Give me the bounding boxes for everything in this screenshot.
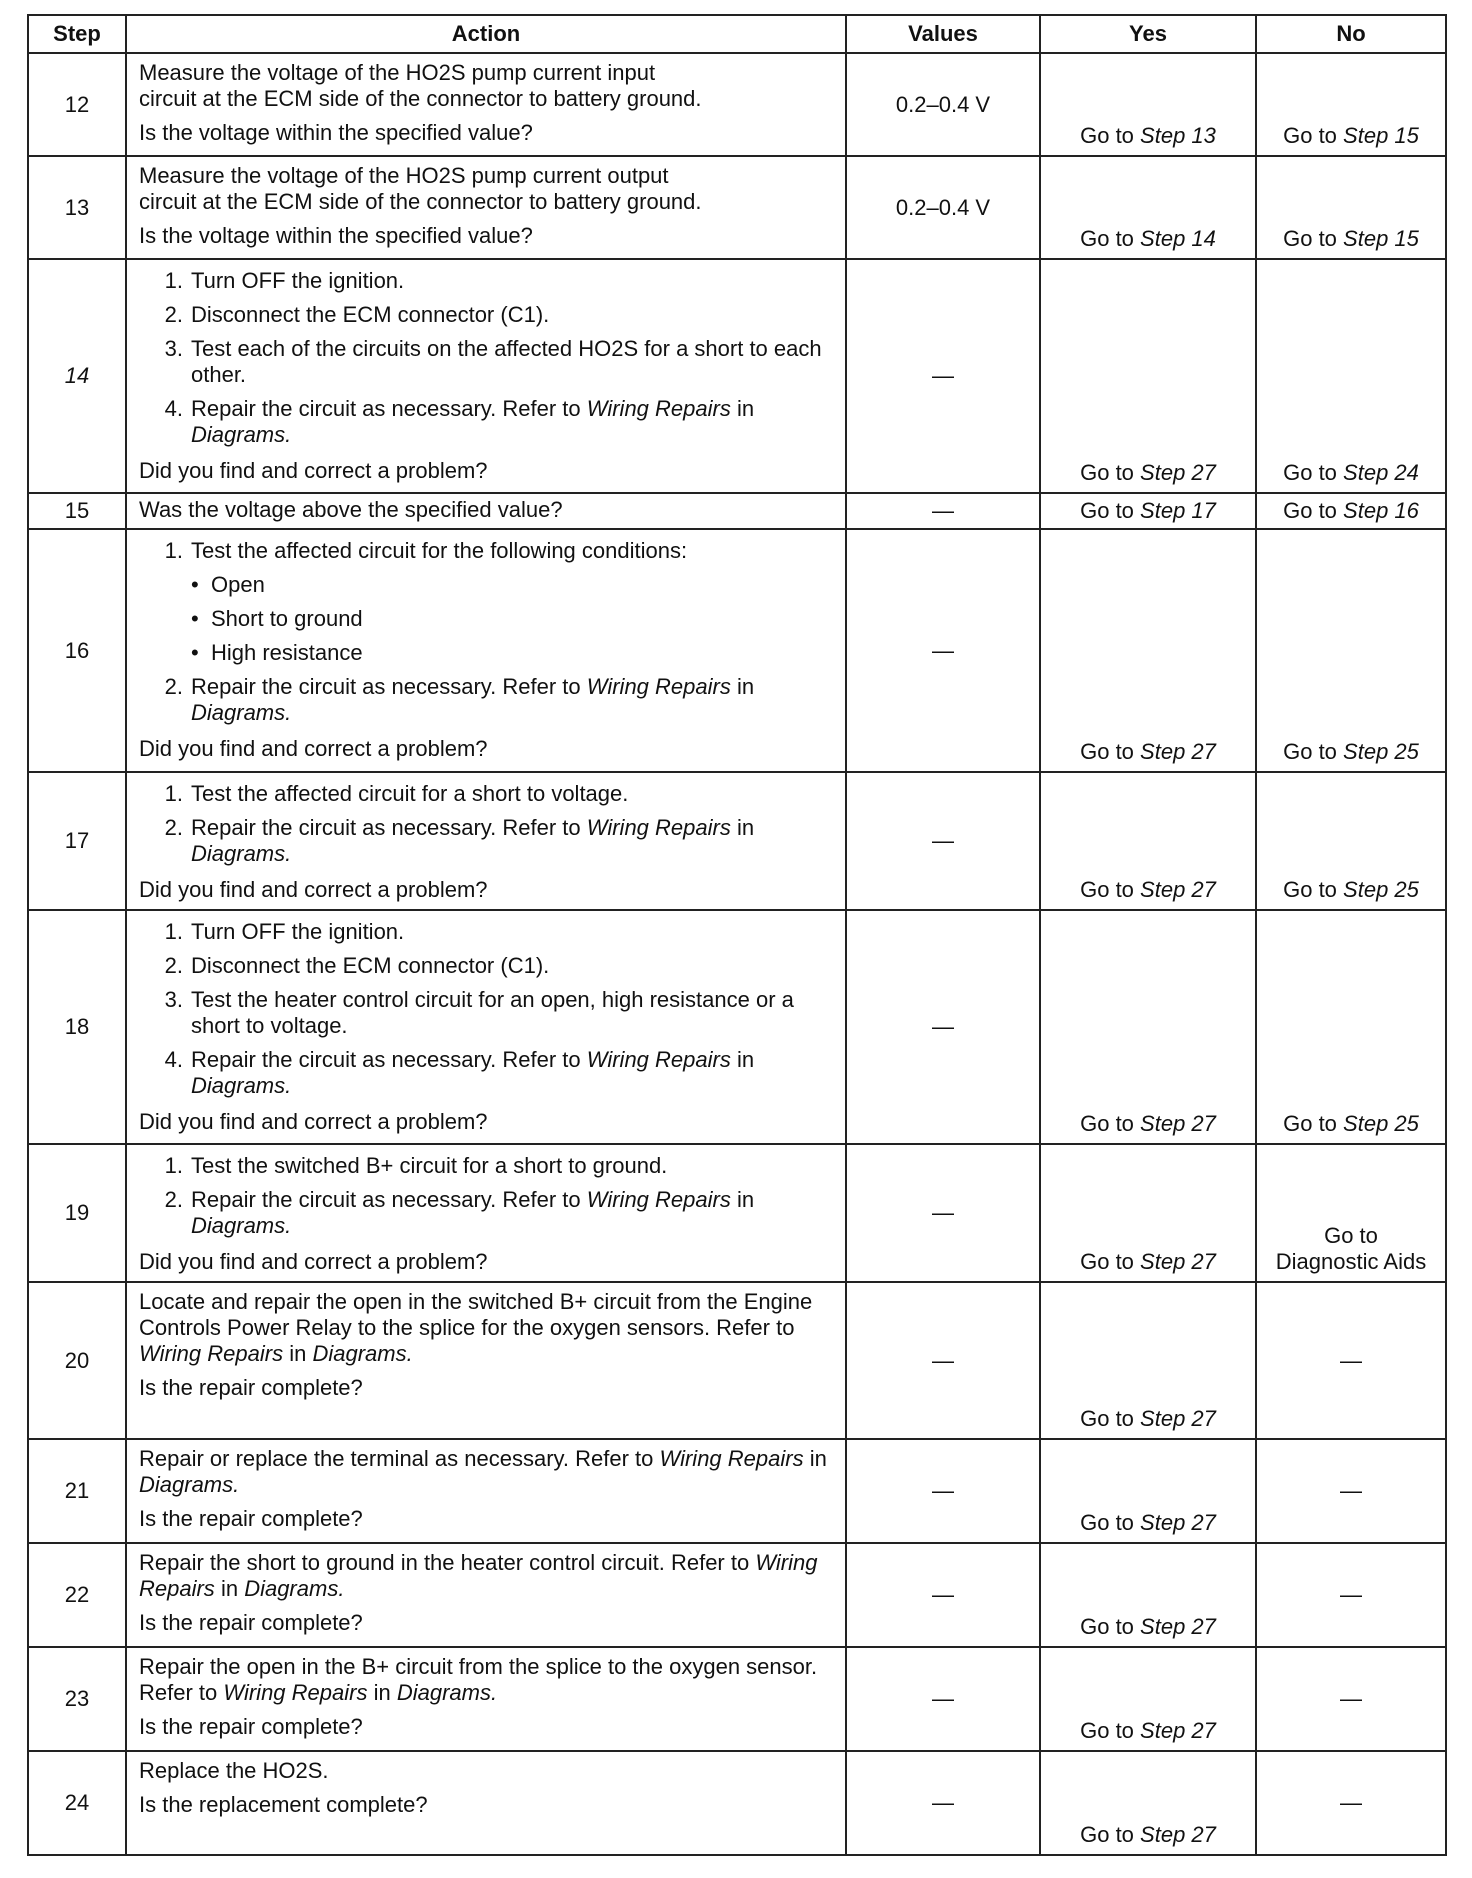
table-row-step-15 bbox=[28, 493, 1446, 529]
step-number: 22 bbox=[28, 1543, 126, 1647]
no-cell bbox=[1256, 156, 1446, 259]
list-item: 3. Test each of the circuits on the affected HO2S for a short to each other. bbox=[164, 336, 822, 387]
table-row-step-16 bbox=[28, 529, 1446, 772]
action-question: Did you find and correct a problem? bbox=[139, 877, 488, 902]
yes-cell bbox=[1040, 1543, 1256, 1647]
diagnostic-table-document bbox=[27, 14, 1445, 1856]
goto-text: Go to bbox=[1080, 1614, 1134, 1639]
goto-text: Go to bbox=[1283, 123, 1337, 148]
header-yes: Yes bbox=[1040, 15, 1256, 53]
yes-cell bbox=[1040, 1751, 1256, 1855]
goto-step: Step 27 bbox=[1140, 877, 1216, 902]
goto-step: Step 27 bbox=[1140, 1406, 1216, 1431]
values-cell: — bbox=[846, 259, 1040, 493]
step-number: 16 bbox=[28, 529, 126, 772]
table-row-step-13 bbox=[28, 156, 1446, 259]
goto-step: Step 27 bbox=[1140, 739, 1216, 764]
goto-text: Go to bbox=[1080, 1111, 1134, 1136]
bullet-item: • High resistance bbox=[191, 640, 363, 665]
table-row-step-20 bbox=[28, 1282, 1446, 1439]
yes-cell bbox=[1040, 1282, 1256, 1439]
action-cell bbox=[126, 53, 846, 156]
diagnostic-steps-table bbox=[27, 14, 1447, 1856]
values-cell: — bbox=[846, 772, 1040, 910]
action-question: Did you find and correct a problem? bbox=[139, 1249, 488, 1274]
action-question: Is the repair complete? bbox=[139, 1714, 363, 1739]
action-cell: Locate and repair the open in the switched B+ circuit from the Engine Controls Power Relay to the splice for the oxygen sensors. Refer to Wiring Repairs in Diagrams. Is the repair complete? bbox=[126, 1282, 846, 1439]
action-cell: Repair the short to ground in the heater control circuit. Refer to Wiring Repairs in Diagrams. Is the repair complete? bbox=[126, 1543, 846, 1647]
goto-step: Step 15 bbox=[1343, 226, 1419, 251]
table-row-step-14 bbox=[28, 259, 1446, 493]
action-text: Measure the voltage of the HO2S pump current output bbox=[139, 163, 669, 188]
step-number: 20 bbox=[28, 1282, 126, 1439]
action-cell: Repair or replace the terminal as necessary. Refer to Wiring Repairs in Diagrams. Is the repair complete? bbox=[126, 1439, 846, 1543]
goto-target: Diagnostic Aids bbox=[1275, 1249, 1427, 1274]
yes-cell bbox=[1040, 529, 1256, 772]
values-cell: — bbox=[846, 1543, 1040, 1647]
values-cell: — bbox=[846, 1751, 1040, 1855]
no-cell bbox=[1256, 259, 1446, 493]
goto-text: Go to bbox=[1283, 739, 1337, 764]
table-row-step-21 bbox=[28, 1439, 1446, 1543]
goto-step: Step 25 bbox=[1343, 1111, 1419, 1136]
action-cell bbox=[126, 772, 846, 910]
table-row-step-19 bbox=[28, 1144, 1446, 1282]
action-cell bbox=[126, 529, 846, 772]
step-number: 15 bbox=[28, 493, 126, 529]
goto-step: Step 27 bbox=[1140, 1822, 1216, 1847]
goto-text: Go to bbox=[1080, 1718, 1134, 1743]
table-row-step-24 bbox=[28, 1751, 1446, 1855]
list-item: 2. Disconnect the ECM connector (C1). bbox=[164, 302, 550, 327]
list-item: 2. Repair the circuit as necessary. Refer to Wiring Repairs in Diagrams. bbox=[164, 674, 755, 725]
step-number: 12 bbox=[28, 53, 126, 156]
goto-step: Step 25 bbox=[1343, 739, 1419, 764]
table-row-step-12 bbox=[28, 53, 1446, 156]
action-text: Measure the voltage of the HO2S pump current input bbox=[139, 60, 656, 85]
goto-step: Step 27 bbox=[1140, 1111, 1216, 1136]
goto-step: Step 27 bbox=[1140, 1510, 1216, 1535]
list-item: 3. Test the heater control circuit for an open, high resistance or a short to voltage. bbox=[164, 987, 794, 1038]
goto-text: Go to bbox=[1080, 1406, 1134, 1431]
goto-step: Step 27 bbox=[1140, 1249, 1216, 1274]
action-question: Is the voltage within the specified value? bbox=[139, 120, 533, 145]
values-cell: — bbox=[846, 1647, 1040, 1751]
header-step: Step bbox=[28, 15, 126, 53]
values-cell: — bbox=[846, 1144, 1040, 1282]
list-item: 2. Disconnect the ECM connector (C1). bbox=[164, 953, 550, 978]
goto-step: Step 27 bbox=[1140, 460, 1216, 485]
goto-text: Go to bbox=[1283, 877, 1337, 902]
action-cell: Replace the HO2S. Is the replacement complete? bbox=[126, 1751, 846, 1855]
no-cell: — bbox=[1256, 1647, 1446, 1751]
action-question: Was the voltage above the specified value? bbox=[139, 497, 563, 522]
action-question: Is the repair complete? bbox=[139, 1375, 363, 1400]
action-question: Is the replacement complete? bbox=[139, 1792, 428, 1817]
action-cell bbox=[126, 493, 846, 529]
goto-step: Step 16 bbox=[1343, 498, 1419, 523]
goto-step: Step 24 bbox=[1343, 460, 1419, 485]
yes-cell bbox=[1040, 156, 1256, 259]
action-cell bbox=[126, 156, 846, 259]
list-item: 1. Test the switched B+ circuit for a short to ground. bbox=[164, 1153, 668, 1178]
table-row-step-22 bbox=[28, 1543, 1446, 1647]
table-row-step-23 bbox=[28, 1647, 1446, 1751]
goto-text: Go to bbox=[1080, 1249, 1134, 1274]
no-cell bbox=[1256, 53, 1446, 156]
no-cell: — bbox=[1256, 1439, 1446, 1543]
goto-text: Go to bbox=[1283, 498, 1337, 523]
action-question: Did you find and correct a problem? bbox=[139, 736, 488, 761]
table-row-step-17 bbox=[28, 772, 1446, 910]
goto-step: Step 27 bbox=[1140, 1718, 1216, 1743]
step-number: 13 bbox=[28, 156, 126, 259]
yes-cell bbox=[1040, 1439, 1256, 1543]
no-cell bbox=[1256, 910, 1446, 1144]
action-question: Did you find and correct a problem? bbox=[139, 1109, 488, 1134]
action-question: Is the voltage within the specified value? bbox=[139, 223, 533, 248]
no-cell bbox=[1256, 529, 1446, 772]
yes-cell bbox=[1040, 1647, 1256, 1751]
goto-step: Step 15 bbox=[1343, 123, 1419, 148]
values-cell: — bbox=[846, 493, 1040, 529]
goto-text: Go to bbox=[1080, 739, 1134, 764]
values-cell: — bbox=[846, 1282, 1040, 1439]
bullet-item: • Short to ground bbox=[191, 606, 363, 631]
step-number: 14 bbox=[28, 259, 126, 493]
header-row bbox=[28, 15, 1446, 53]
action-text: circuit at the ECM side of the connector to battery ground. bbox=[139, 189, 702, 214]
action-cell bbox=[126, 1144, 846, 1282]
values-cell: — bbox=[846, 529, 1040, 772]
list-item: 1. Turn OFF the ignition. bbox=[164, 268, 405, 293]
yes-cell bbox=[1040, 910, 1256, 1144]
yes-cell bbox=[1040, 772, 1256, 910]
goto-text: Go to bbox=[1283, 460, 1337, 485]
action-text: circuit at the ECM side of the connector to battery ground. bbox=[139, 86, 702, 111]
action-cell bbox=[126, 910, 846, 1144]
yes-cell bbox=[1040, 53, 1256, 156]
action-cell bbox=[126, 259, 846, 493]
goto-text: Go to bbox=[1080, 460, 1134, 485]
list-item: 1. Test the affected circuit for the following conditions: bbox=[164, 538, 688, 563]
yes-cell bbox=[1040, 259, 1256, 493]
values-cell: 0.2–0.4 V bbox=[846, 156, 1040, 259]
goto-text: Go to bbox=[1080, 226, 1134, 251]
no-cell: — bbox=[1256, 1751, 1446, 1855]
no-cell bbox=[1256, 1144, 1446, 1282]
bullet-item: • Open bbox=[191, 572, 265, 597]
list-item: 2. Repair the circuit as necessary. Refer to Wiring Repairs in Diagrams. bbox=[164, 1187, 755, 1238]
no-cell: — bbox=[1256, 1543, 1446, 1647]
header-no: No bbox=[1256, 15, 1446, 53]
list-item: 4. Repair the circuit as necessary. Refer to Wiring Repairs in Diagrams. bbox=[164, 396, 755, 447]
header-values: Values bbox=[846, 15, 1040, 53]
goto-step: Step 13 bbox=[1140, 123, 1216, 148]
goto-text: Go to bbox=[1080, 498, 1134, 523]
action-cell: Repair the open in the B+ circuit from the splice to the oxygen sensor. Refer to Wiring Repairs in Diagrams. Is the repair complete? bbox=[126, 1647, 846, 1751]
action-question: Is the repair complete? bbox=[139, 1610, 363, 1635]
goto-text: Go to bbox=[1080, 123, 1134, 148]
action-question: Is the repair complete? bbox=[139, 1506, 363, 1531]
list-item: 4. Repair the circuit as necessary. Refer to Wiring Repairs in Diagrams. bbox=[164, 1047, 755, 1098]
header-action: Action bbox=[126, 15, 846, 53]
goto-text: Go to bbox=[1283, 1111, 1337, 1136]
table-row-step-18 bbox=[28, 910, 1446, 1144]
action-question: Did you find and correct a problem? bbox=[139, 458, 488, 483]
step-number: 19 bbox=[28, 1144, 126, 1282]
values-cell: 0.2–0.4 V bbox=[846, 53, 1040, 156]
step-number: 24 bbox=[28, 1751, 126, 1855]
yes-cell bbox=[1040, 1144, 1256, 1282]
list-item: 1. Turn OFF the ignition. bbox=[164, 919, 405, 944]
goto-text: Go to bbox=[1324, 1223, 1378, 1248]
no-cell bbox=[1256, 493, 1446, 529]
yes-cell bbox=[1040, 493, 1256, 529]
step-number: 23 bbox=[28, 1647, 126, 1751]
step-number: 18 bbox=[28, 910, 126, 1144]
list-item: 1. Test the affected circuit for a short to voltage. bbox=[164, 781, 629, 806]
values-cell: — bbox=[846, 1439, 1040, 1543]
step-number: 17 bbox=[28, 772, 126, 910]
no-cell bbox=[1256, 772, 1446, 910]
no-cell: — bbox=[1256, 1282, 1446, 1439]
goto-text: Go to bbox=[1080, 1510, 1134, 1535]
goto-step: Step 25 bbox=[1343, 877, 1419, 902]
step-number: 21 bbox=[28, 1439, 126, 1543]
goto-text: Go to bbox=[1080, 1822, 1134, 1847]
goto-step: Step 17 bbox=[1140, 498, 1216, 523]
goto-text: Go to bbox=[1080, 877, 1134, 902]
goto-step: Step 27 bbox=[1140, 1614, 1216, 1639]
values-cell: — bbox=[846, 910, 1040, 1144]
goto-step: Step 14 bbox=[1140, 226, 1216, 251]
list-item: 2. Repair the circuit as necessary. Refer to Wiring Repairs in Diagrams. bbox=[164, 815, 755, 866]
goto-text: Go to bbox=[1283, 226, 1337, 251]
